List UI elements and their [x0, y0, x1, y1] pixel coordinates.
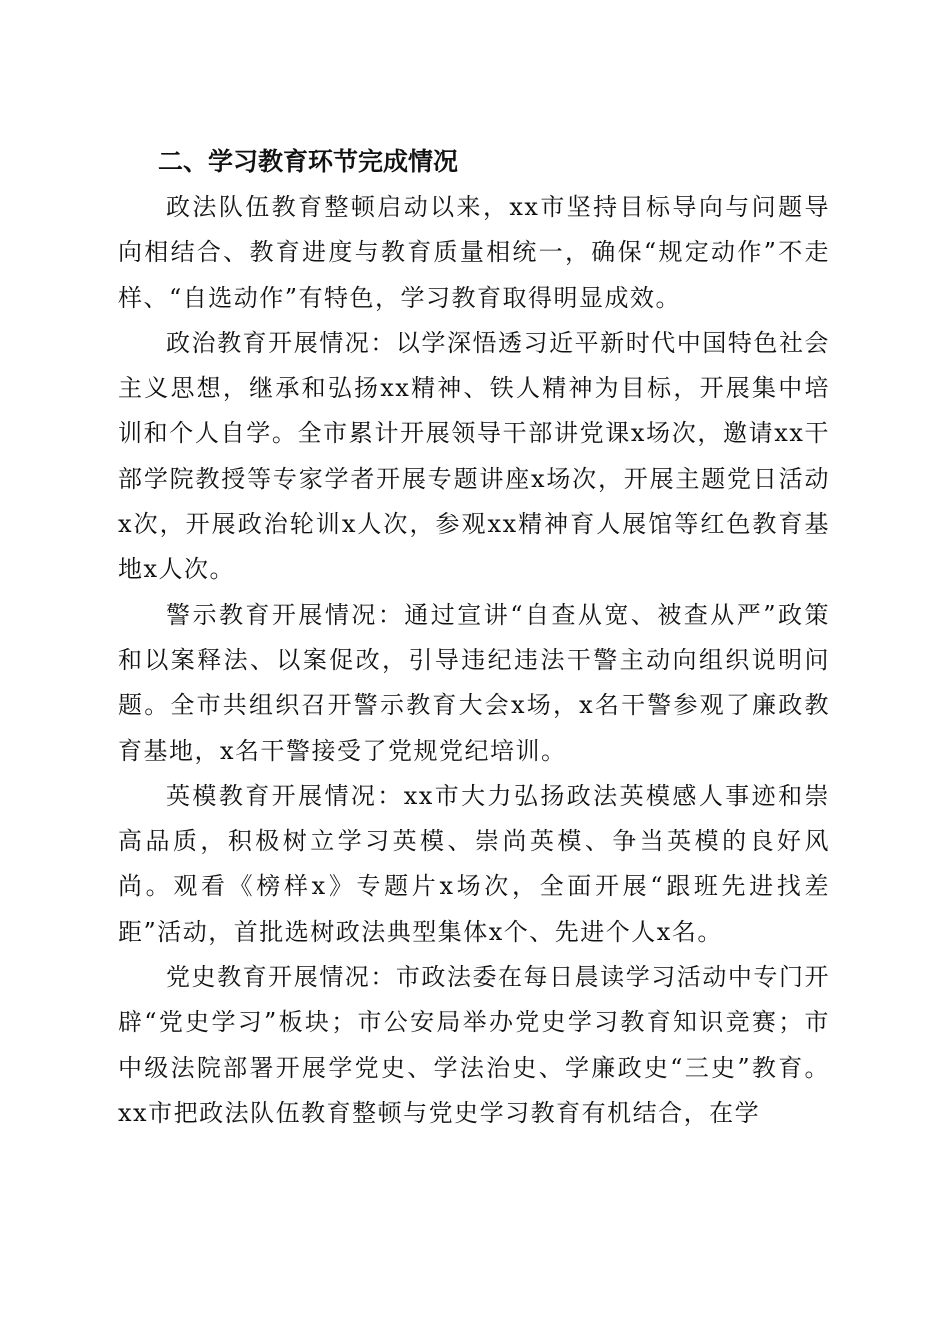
section-heading: 二、学习教育环节完成情况 [158, 147, 459, 176]
body-text [118, 185, 830, 1136]
paragraph-political-education: 政治教育开展情况：以学深悟透习近平新时代中国特色社会主义思想，继承和弘扬xx精神、铁人精神为目标，开展集中培训和个人自学。全市累计开展领导干部讲党课x场次，邀请xx干部学院教授等专家学者开展专题讲座x场次，开展主题党日活动x次，开展政治轮训x人次，参观xx精神育人展馆等红色教育基地x人次。 [118, 328, 830, 584]
paragraph-party-history-education: 党史教育开展情况：市政法委在每日晨读学习活动中专门开辟“党史学习”板块；市公安局举办党史学习教育知识竞赛；市中级法院部署开展学党史、学法治史、学廉政史“三史”教育。xx市把政法队伍教育整顿与党史学习教育有机结合，在学 [118, 963, 830, 1127]
paragraph-hero-education: 英模教育开展情况：xx市大力弘扬政法英模感人事迹和崇高品质，积极树立学习英模、崇尚英模、争当英模的良好风尚。观看《榜样x》专题片x场次，全面开展“跟班先进找差距”活动，首批选树政法典型集体x个、先进个人x名。 [118, 781, 830, 946]
paragraph-warning-education: 警示教育开展情况：通过宣讲“自查从宽、被查从严”政策和以案释法、以案促改，引导违纪违法干警主动向组织说明问题。全市共组织召开警示教育大会x场，x名干警参观了廉政教育基地，x名干警接受了党规党纪培训。 [118, 600, 830, 765]
paragraph-intro: 政法队伍教育整顿启动以来，xx市坚持目标导向与问题导向相结合、教育进度与教育质量相统一，确保“规定动作”不走样、“自选动作”有特色，学习教育取得明显成效。 [118, 193, 830, 312]
